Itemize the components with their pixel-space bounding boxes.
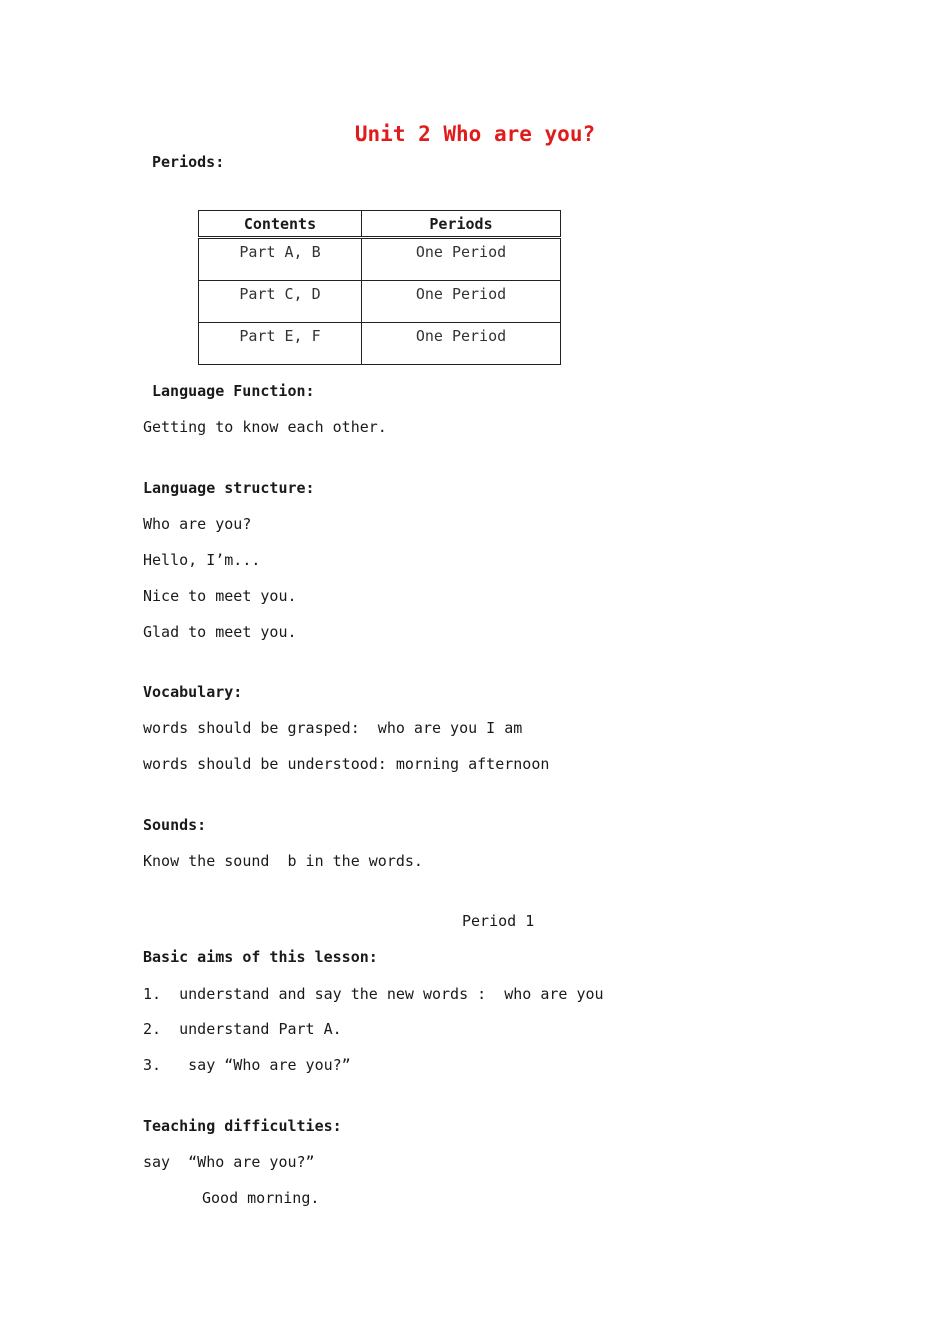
language-function-text: Getting to know each other.: [143, 418, 387, 436]
difficulty-line: say “Who are you?”: [143, 1153, 315, 1171]
table-cell-periods: One Period: [362, 281, 561, 323]
table-cell-contents: Part A, B: [199, 238, 362, 281]
structure-line: Nice to meet you.: [143, 587, 297, 605]
page-title: Unit 2 Who are you?: [354, 122, 596, 146]
structure-line: Hello, I’m...: [143, 551, 261, 569]
table-row: [199, 281, 561, 323]
aim-item: 2. understand Part A.: [143, 1020, 342, 1038]
difficulty-line: Good morning.: [202, 1189, 320, 1207]
difficulties-heading: Teaching difficulties:: [143, 1117, 342, 1135]
table-row: [199, 238, 561, 281]
sounds-text: Know the sound b in the words.: [143, 852, 423, 870]
vocabulary-line: words should be grasped: who are you I am: [143, 719, 523, 737]
sounds-heading: Sounds:: [143, 816, 207, 834]
table-cell-contents: Part E, F: [199, 323, 362, 365]
language-structure-heading: Language structure:: [143, 479, 315, 497]
table-header-row: [199, 211, 561, 238]
periods-label: Periods:: [152, 153, 225, 171]
period-title: Period 1: [462, 912, 535, 930]
vocabulary-line: words should be understood: morning afternoon: [143, 755, 550, 773]
table-cell-contents: Part C, D: [199, 281, 362, 323]
table-header-periods: Periods: [362, 211, 561, 238]
aim-item: 1. understand and say the new words : who are you: [143, 985, 604, 1003]
periods-table: [198, 210, 561, 365]
table-header-contents: Contents: [199, 211, 362, 238]
table-row: [199, 323, 561, 365]
structure-line: Who are you?: [143, 515, 252, 533]
aims-heading: Basic aims of this lesson:: [143, 948, 378, 966]
table-cell-periods: One Period: [362, 238, 561, 281]
structure-line: Glad to meet you.: [143, 623, 297, 641]
vocabulary-heading: Vocabulary:: [143, 683, 243, 701]
aim-item: 3. say “Who are you?”: [143, 1056, 351, 1074]
language-function-heading: Language Function:: [152, 382, 315, 400]
table-cell-periods: One Period: [362, 323, 561, 365]
